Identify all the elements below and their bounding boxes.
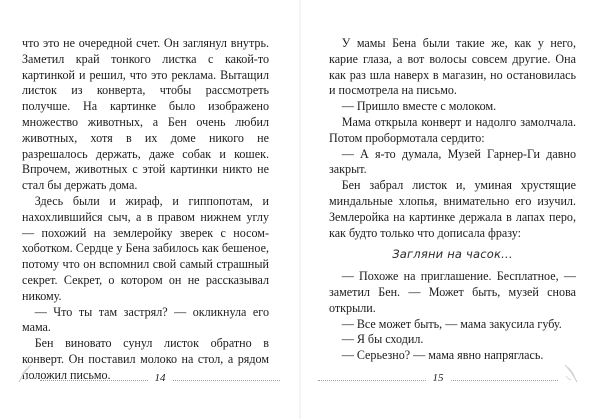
dotted-rule — [318, 380, 426, 381]
right-page-text — [329, 36, 576, 364]
paragraph: — Я бы сходил. — [341, 332, 424, 347]
paragraph: Здесь были и жираф, и гиппопотам, и нахохлившийся сыч, а в правом нижнем углу — похожий на землеройку зверек с носом-хоботком. Сердце у Бена забилось как бешеное, потому что он вспомнил свой самый страшный секрет. Секрет, о котором он не рассказывал никому. — [22, 193, 269, 303]
handwritten-line: Загляни на часок... — [392, 247, 513, 262]
dotted-rule — [451, 380, 559, 381]
paragraph: — Все может быть, — мама закусила губу. — [341, 316, 562, 331]
dotted-rule — [173, 380, 281, 381]
paragraph: — Что ты там застрял? — окликнула его мама. — [22, 304, 269, 335]
dotted-rule — [40, 380, 148, 381]
right-page-footer — [318, 370, 558, 386]
right-page — [300, 0, 600, 419]
left-page-footer — [40, 370, 280, 386]
paragraph: что это не очередной счет. Он заглянул внутрь. Заметил край тонкого листка с какой-то картинкой и решил, что это реклама. Вытащил листок из конверта, чтобы рассмотреть получше. На картинке было изображено множество животных, а Бен очень любил животных, хотя в их доме никого не разрешалось держать, даже собак и кошек. Впрочем, животных с этой картинки никто не стал бы держать дома. — [22, 36, 269, 193]
feather-icon — [16, 362, 34, 384]
paragraph: Бен виновато сунул листок обратно в конверт. Он поставил молоко на стол, а рядом положил письмо. — [22, 336, 269, 382]
paragraph: — А я-то думала, Музей Гарнер-Ги давно закрыт. — [329, 146, 576, 177]
page-number: 14 — [154, 372, 166, 384]
left-page-text — [22, 36, 269, 384]
paragraph: У мамы Бена были такие же, как у него, карие глаза, а вот волосы совсем другие. Она как раз шла наверх в магазин, но остановилась и посмотрела на письмо. — [329, 36, 576, 98]
paragraph: Мама открыла конверт и надолго замолчала. Потом пробормотала сердито: — [329, 114, 576, 145]
paragraph: Бен забрал листок и, уминая хрустящие миндальные хлопья, внимательно его изучил. Землеройка на картинке держала в лапах перо, как будто только что дописала фразу: — [329, 178, 576, 240]
paragraph: — Серьезно? — мама явно напряглась. — [341, 348, 544, 363]
page-number: 15 — [432, 372, 444, 384]
paragraph: — Пришло вместе с молоком. — [341, 99, 497, 114]
paragraph: — Похоже на приглашение. Бесплатное, — заметил Бен. — Может быть, музей снова открыли. — [329, 269, 576, 315]
feather-icon — [562, 362, 580, 384]
